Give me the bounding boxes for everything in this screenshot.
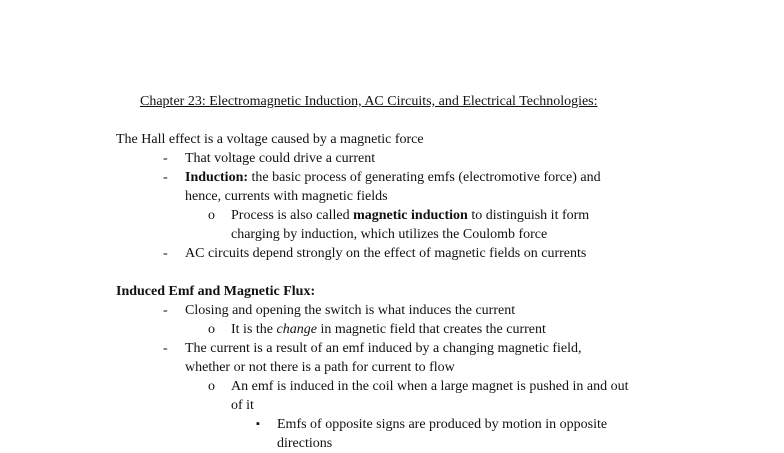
dash-marker: -: [163, 170, 168, 185]
change-term: change: [276, 322, 317, 337]
dash-marker: -: [163, 303, 168, 318]
intro-paragraph: The Hall effect is a voltage caused by a magnetic force: [116, 132, 424, 147]
circle-marker: o: [208, 322, 215, 337]
bullet-item: That voltage could drive a current: [185, 151, 376, 166]
bullet-item: [185, 168, 601, 187]
sub-sub-bullet-item: Emfs of opposite signs are produced by motion in opposite: [277, 417, 608, 432]
magnetic-induction-term: magnetic induction: [353, 208, 468, 223]
bullet-continuation: whether or not there is a path for current to flow: [185, 360, 455, 375]
sub-bullet-item: An emf is induced in the coil when a large magnet is pushed in and out: [231, 379, 629, 394]
sub-sub-bullet-continuation: directions: [277, 436, 333, 451]
sub-bullet-item: [231, 206, 589, 225]
induction-term: Induction:: [185, 170, 249, 185]
square-marker: ▪: [256, 418, 260, 430]
sub-bullet-continuation: charging by induction, which utilizes the Coulomb force: [231, 227, 548, 242]
circle-marker: o: [208, 208, 215, 223]
bullet-continuation: hence, currents with magnetic fields: [185, 189, 388, 204]
bullet-item: Closing and opening the switch is what induces the current: [185, 303, 516, 318]
dash-marker: -: [163, 341, 168, 356]
section-heading: Induced Emf and Magnetic Flux:: [116, 284, 316, 299]
bullet-item: The current is a result of an emf induced by a changing magnetic field,: [185, 341, 582, 356]
sub-bullet-continuation: of it: [231, 398, 254, 413]
bullet-item: AC circuits depend strongly on the effect of magnetic fields on currents: [185, 246, 587, 261]
chapter-title-text: Chapter 23: Electromagnetic Induction, AC Circuits, and Electrical Technologies: [140, 94, 594, 109]
circle-marker: o: [208, 379, 215, 394]
dash-marker: -: [163, 151, 168, 166]
sub-bullet-text: It is the: [231, 322, 277, 337]
sub-bullet-text: to distinguish it form: [467, 208, 590, 223]
dash-marker: -: [163, 246, 168, 261]
sub-bullet-text: in magnetic field that creates the current: [316, 322, 546, 337]
chapter-title-colon: :: [593, 94, 598, 109]
sub-bullet-item: [231, 320, 546, 339]
sub-bullet-text: Process is also called: [231, 208, 354, 223]
chapter-title: [140, 92, 598, 111]
bullet-text: the basic process of generating emfs (electromotive force) and: [248, 170, 601, 185]
